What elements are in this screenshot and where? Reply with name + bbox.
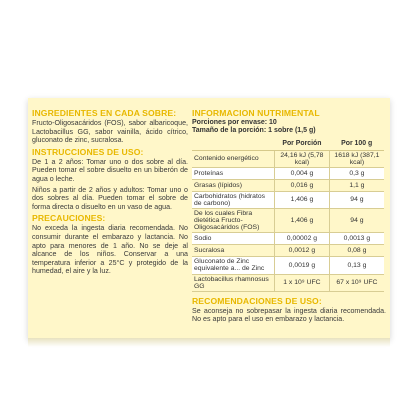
left-column [32,108,188,278]
servings-per-pack: Porciones por envase: 10 [192,119,277,126]
table-row [192,167,384,179]
precautions-text: No exceda la ingesta diaria recomendada. No consumir durante el embarazo y lactancia. No apto para menores de 1 año. No se deje al alcance de los niños. Conservar a una temperatura inferior a 25°C y protegido de la humedad, el aire y la luz. [32,224,188,276]
table-row [192,150,384,167]
row-label: Grasas (lípidos) [192,179,275,191]
row-label: Contenido energético [192,150,275,167]
row-label: De los cuales Fibra dietética Fructo-Oligosacáridos (FOS) [192,208,275,232]
row-portion-value: 24,16 kJ (5,78 kcal) [275,150,330,167]
right-column [192,108,386,326]
row-100g-value: 94 g [329,208,384,232]
ingredients-text: Fructo-Oligosacáridos (FOS), sabor albaricoque, Lactobacillus GG, sabor vainilla, ácido cítrico, gluconato de zinc, sucralosa. [32,119,188,145]
row-portion-value: 1 x 10⁹ UFC [275,274,330,291]
header-per-portion: Por Porción [275,138,330,151]
row-label: Lactobacillus rhamnosus GG [192,274,275,291]
ingredients-heading: INGREDIENTES EN CADA SOBRE: [32,108,177,118]
row-portion-value: 1,406 g [275,191,330,208]
row-100g-value: 94 g [329,191,384,208]
table-row [192,256,384,274]
table-row [192,208,384,232]
header-per-100g: Por 100 g [329,138,384,151]
table-row [192,179,384,191]
nutrition-label-panel [28,98,390,339]
row-100g-value: 0,08 g [329,244,384,256]
row-100g-value: 1618 kJ (387,1 kcal) [329,150,384,167]
row-100g-value: 0,13 g [329,256,384,274]
instructions-text-adults: Niños a partir de 2 años y adultos: Tomar uno o dos sobres al día. Pueden tomar el sobre de forma directa o disuelto en un vaso de agua. [32,185,188,211]
recommendations-section [192,296,386,324]
portion-size: Tamaño de la porción: 1 sobre (1,5 g) [192,127,316,135]
row-label: Gluconato de Zinc equivalente a... de Zinc [192,256,275,274]
table-row [192,191,384,208]
header-blank [192,138,275,151]
table-row [192,244,384,256]
nutrition-table-header [192,138,384,151]
row-100g-value: 0,3 g [329,167,384,179]
row-100g-value: 1,1 g [329,179,384,191]
instructions-text-infants: De 1 a 2 años: Tomar uno o dos sobre al día. Pueden tomar el sobre disuelto en un biberón de agua o leche. [32,157,188,183]
precautions-heading: PRECAUCIONES: [32,213,106,224]
recommendations-heading: RECOMENDACIONES DE USO: [192,295,322,306]
row-100g-value: 67 x 10⁹ UFC [329,274,384,291]
row-100g-value: 0,0013 g [329,232,384,244]
row-label: Sucralosa [192,244,275,256]
row-label: Proteínas [192,167,275,179]
table-row [192,232,384,244]
row-portion-value: 0,0012 g [275,244,330,256]
row-portion-value: 0,016 g [275,179,330,191]
instructions-heading: INSTRUCCIONES DE USO: [32,146,144,157]
row-portion-value: 0,00002 g [275,232,330,244]
table-row [192,274,384,291]
row-portion-value: 0,0019 g [275,256,330,274]
row-label: Carbohidratos (hidratos de carbono) [192,191,275,208]
nutrition-heading: INFORMACION NUTRIMENTAL [192,108,320,118]
row-label: Sodio [192,232,275,244]
nutrition-table [192,138,384,292]
recommendations-text: Se aconseja no sobrepasar la ingesta diaria recomendada. No es apto para el uso en embarazo y lactancia. [192,306,386,324]
row-portion-value: 0,004 g [275,167,330,179]
row-portion-value: 1,406 g [275,208,330,232]
